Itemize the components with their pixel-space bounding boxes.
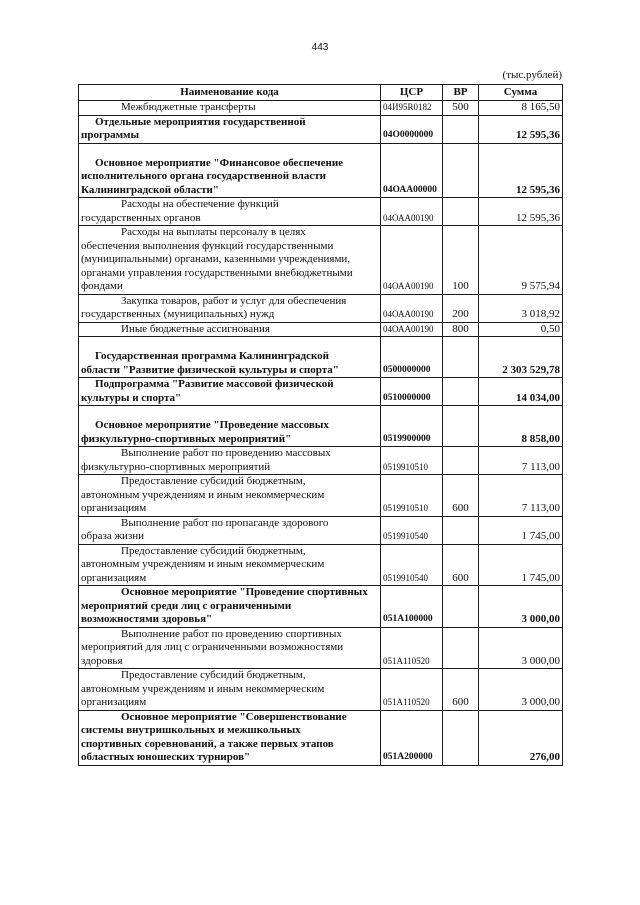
row-vr-code: 200 (443, 294, 479, 322)
header-row (79, 85, 563, 101)
row-vr-code: 100 (443, 226, 479, 295)
table-row (79, 710, 563, 765)
table-row (79, 627, 563, 669)
row-name-line: Государственная программа Калининградской (95, 350, 330, 362)
row-csr-code: 04ОАА00190 (381, 198, 443, 226)
table-row (79, 475, 563, 517)
row-csr-code: 04О0000000 (381, 115, 443, 143)
row-name-line: системы внутришкольных и межшкольных (81, 724, 301, 736)
row-name-line: Расходы на выплаты персоналу в целях (121, 226, 306, 238)
row-name-line: Подпрограмма "Развитие массовой физической (95, 378, 334, 390)
row-spacer (81, 337, 378, 350)
row-name-line: Закупка товаров, работ и услуг для обеспечения (121, 294, 347, 307)
table-row (79, 115, 563, 143)
row-vr-code: 600 (443, 475, 479, 517)
row-sum: 3 018,92 (479, 294, 563, 322)
row-sum: 3 000,00 (479, 627, 563, 669)
row-csr-code: 0519910540 (381, 516, 443, 544)
row-vr-code (443, 586, 479, 628)
table-row (79, 226, 563, 295)
row-name (79, 294, 381, 322)
row-name (79, 198, 381, 226)
row-name-line: организациям (81, 696, 147, 708)
row-sum: 7 113,00 (479, 475, 563, 517)
row-vr-code (443, 710, 479, 765)
row-csr-code: 04ОАА00190 (381, 226, 443, 295)
row-name (79, 516, 381, 544)
header-name: Наименование кода (79, 85, 381, 101)
row-name-line: программы (81, 129, 140, 141)
row-csr-code: 051А110520 (381, 669, 443, 711)
row-name-line: мероприятий для лиц с ограниченными возможностями (81, 641, 344, 653)
table-row (79, 322, 563, 337)
table-row (79, 143, 563, 198)
row-vr-code: 600 (443, 544, 479, 586)
table-body (79, 101, 563, 766)
row-csr-code: 04И95R0182 (381, 101, 443, 116)
row-name (79, 226, 381, 295)
row-name-line: Выполнение работ по проведению спортивных (121, 627, 342, 640)
row-vr-code (443, 115, 479, 143)
row-sum: 12 595,36 (479, 143, 563, 198)
row-name (79, 475, 381, 517)
row-sum: 9 575,94 (479, 226, 563, 295)
row-name (79, 337, 381, 378)
row-csr-code: 0519910510 (381, 475, 443, 517)
row-csr-code: 04ОАА00000 (381, 143, 443, 198)
row-name-line: (муниципальными) органами, казенными учреждениями, (81, 253, 351, 265)
row-vr-code (443, 143, 479, 198)
page-number: 443 (311, 42, 329, 53)
row-sum: 2 303 529,78 (479, 337, 563, 378)
row-name-line: Отдельные мероприятия государственной (95, 115, 306, 128)
row-sum: 3 000,00 (479, 669, 563, 711)
row-vr-code: 600 (443, 669, 479, 711)
row-name-line: мероприятий среди лиц с ограниченными (81, 599, 292, 612)
row-vr-code: 800 (443, 322, 479, 337)
row-csr-code: 051А110520 (381, 627, 443, 669)
row-name-line: автономным учреждениям и иным некоммерческим (81, 558, 325, 570)
row-name-line: обеспечения выполнения функций государственными (81, 239, 334, 252)
row-csr-code: 0519900000 (381, 406, 443, 447)
row-name (79, 586, 381, 628)
row-name-line: областных юношеских турниров" (81, 751, 251, 763)
header-sum: Сумма (479, 85, 563, 101)
row-name (79, 378, 381, 406)
row-name-line: Расходы на обеспечение функций (121, 198, 279, 210)
row-name (79, 669, 381, 711)
table-row (79, 294, 563, 322)
row-name-line: Предоставление субсидий бюджетным, (121, 669, 306, 681)
row-vr-code (443, 198, 479, 226)
table-row (79, 544, 563, 586)
row-name-line: Основное мероприятие "Проведение спортивных (121, 586, 368, 598)
row-sum: 7 113,00 (479, 447, 563, 475)
row-name-line: автономным учреждениям и иным некоммерческим (81, 682, 325, 695)
row-name-line: области "Развитие физической культуры и спорта" (81, 363, 339, 376)
row-name (79, 627, 381, 669)
table-row (79, 406, 563, 447)
row-name-line: государственных органов (81, 211, 201, 224)
row-name-line: физкультурно-спортивных мероприятий" (81, 432, 292, 445)
row-csr-code: 0519910510 (381, 447, 443, 475)
row-name (79, 406, 381, 447)
row-vr-code (443, 627, 479, 669)
row-name-line: Предоставление субсидий бюджетным, (121, 475, 306, 487)
row-name (79, 322, 381, 337)
budget-table (78, 84, 563, 766)
row-name-line: организациям (81, 571, 147, 584)
row-sum: 12 595,36 (479, 198, 563, 226)
table-header (79, 85, 563, 101)
row-csr-code: 051А200000 (381, 710, 443, 765)
row-name-line: Выполнение работ по пропаганде здорового (121, 516, 329, 529)
row-vr-code: 500 (443, 101, 479, 116)
row-name-line: образа жизни (81, 530, 145, 542)
table-row (79, 516, 563, 544)
row-csr-code: 0500000000 (381, 337, 443, 378)
row-name-line: Иные бюджетные ассигнования (121, 322, 270, 335)
row-name-line: физкультурно-спортивных мероприятий (81, 460, 271, 473)
row-spacer (81, 406, 378, 419)
row-name-line: Предоставление субсидий бюджетным, (121, 544, 306, 557)
row-name-line: Основное мероприятие "Финансовое обеспечение (95, 156, 344, 169)
row-name (79, 710, 381, 765)
row-name (79, 544, 381, 586)
row-sum: 8 165,50 (479, 101, 563, 116)
row-name-line: исполнительного органа государственной власти (81, 170, 326, 182)
row-name (79, 115, 381, 143)
header-vr: ВР (443, 85, 479, 101)
row-csr-code: 051А100000 (381, 586, 443, 628)
row-name (79, 101, 381, 116)
row-sum: 0,50 (479, 322, 563, 337)
row-name-line: фондами (81, 280, 123, 292)
header-csr: ЦСР (381, 85, 443, 101)
row-name-line: Межбюджетные трансферты (121, 101, 256, 113)
table-row (79, 101, 563, 116)
units-label: (тыс.рублей) (502, 69, 562, 81)
row-csr-code: 0519910540 (381, 544, 443, 586)
row-name-line: возможностями здоровья" (81, 613, 213, 625)
row-name (79, 143, 381, 198)
row-sum: 14 034,00 (479, 378, 563, 406)
row-name-line: здоровья (81, 654, 123, 667)
table-row (79, 447, 563, 475)
row-vr-code (443, 516, 479, 544)
row-csr-code: 0510000000 (381, 378, 443, 406)
row-name-line: организациям (81, 502, 147, 514)
row-name-line: Основное мероприятие "Проведение массовых (95, 419, 329, 431)
row-sum: 12 595,36 (479, 115, 563, 143)
row-name-line: государственных (муниципальных) нужд (81, 308, 275, 320)
row-csr-code: 04ОАА00190 (381, 294, 443, 322)
table-row (79, 586, 563, 628)
row-name-line: Калининградской области" (81, 183, 219, 196)
row-name-line: культуры и спорта" (81, 391, 182, 404)
row-name-line: Выполнение работ по проведению массовых (121, 447, 331, 459)
row-name-line: органами управления государственными внебюджетными (81, 266, 353, 279)
row-spacer (81, 144, 378, 157)
row-vr-code (443, 447, 479, 475)
row-name-line: Основное мероприятие "Совершенствование (121, 710, 347, 723)
row-vr-code (443, 337, 479, 378)
row-sum: 1 745,00 (479, 544, 563, 586)
row-vr-code (443, 378, 479, 406)
row-csr-code: 04ОАА00190 (381, 322, 443, 337)
row-sum: 3 000,00 (479, 586, 563, 628)
row-name-line: автономным учреждениям и иным некоммерческим (81, 488, 325, 501)
row-sum: 1 745,00 (479, 516, 563, 544)
row-name (79, 447, 381, 475)
row-name-line: спортивных соревнований, а также первых этапов (81, 737, 334, 750)
table-row (79, 337, 563, 378)
table-row (79, 198, 563, 226)
table-row (79, 378, 563, 406)
table-row (79, 669, 563, 711)
row-sum: 8 858,00 (479, 406, 563, 447)
row-vr-code (443, 406, 479, 447)
row-sum: 276,00 (479, 710, 563, 765)
